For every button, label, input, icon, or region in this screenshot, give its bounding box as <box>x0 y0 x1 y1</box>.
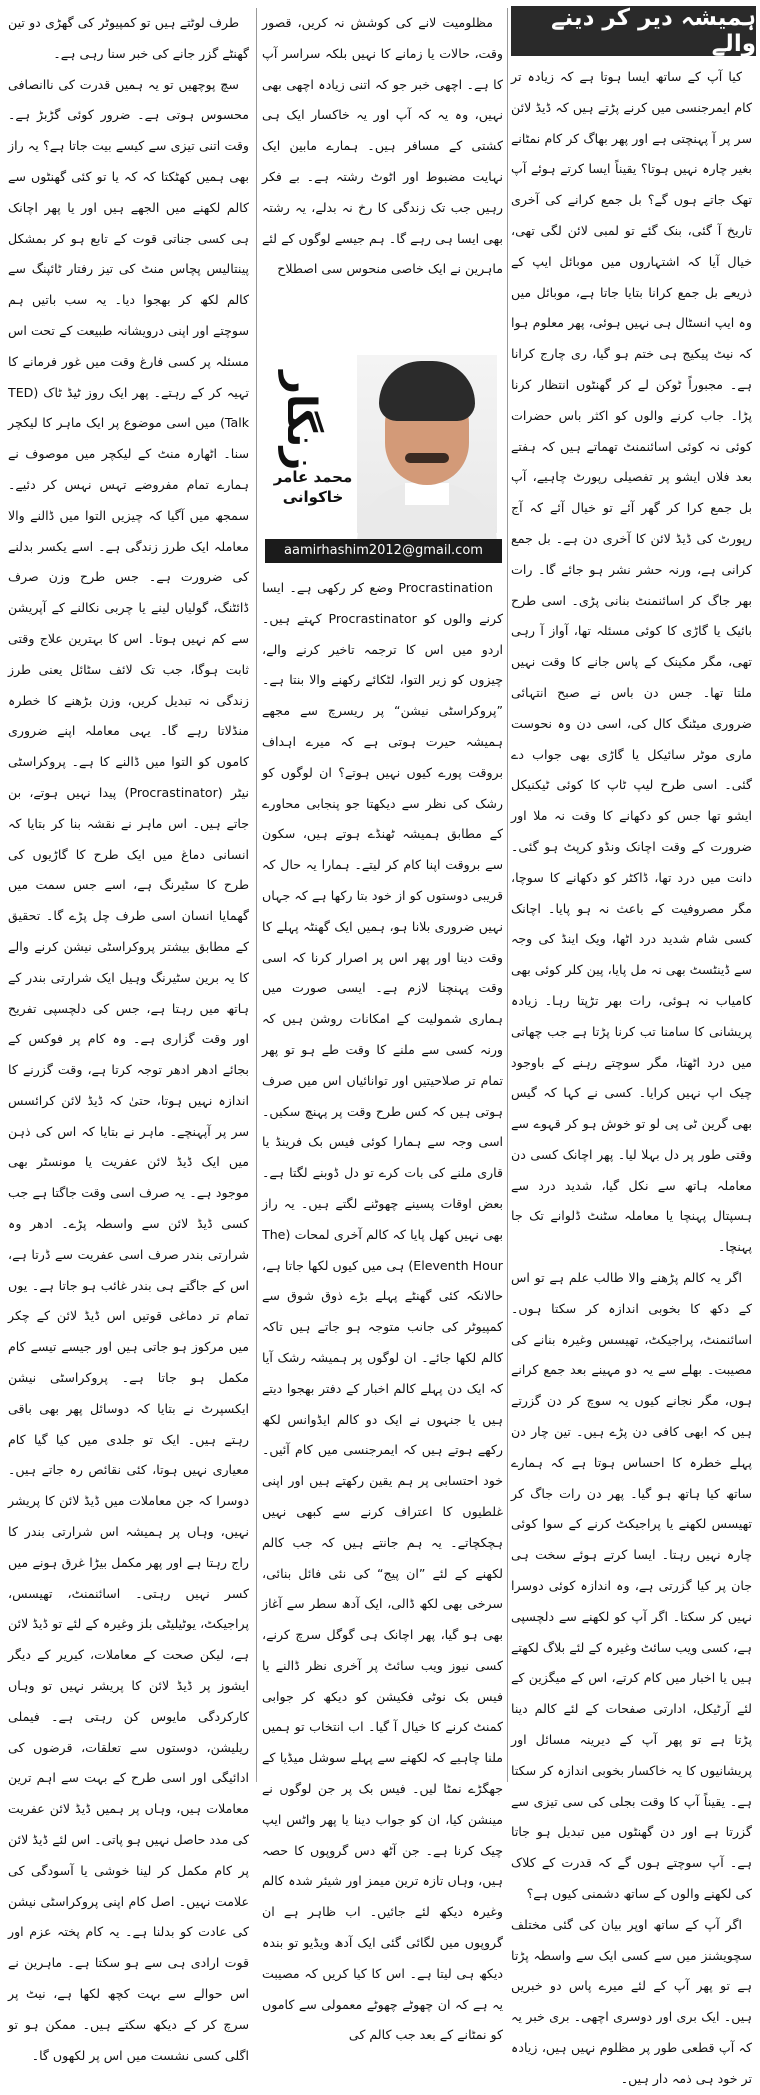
paragraph: کیا آپ کے ساتھ ایسا ہوتا ہے کہ زیادہ تر کام ایمرجنسی میں کرنے پڑتے ہیں کہ ڈیڈ لائن سر پر آ پہنچتی ہے اور پھر بھاگ کر کام نمٹانے بغیر چارہ نہیں ہوتا؟ یقیناً ایسا کرتے ہوئے آپ تھک جاتے ہوں گے؟ بل جمع کرانے کی آخری تاریخ آ گئی، بنک گئے تو لمبی لائن لگی تھی، خیال آیا کہ اشتہاروں میں موبائل ایپ کے ذریعے بل جمع کرانا بتایا جاتا ہے، موبائل میں وہ ایپ انسٹال ہی نہیں ہوئی، پھر معلوم ہوا کہ نیٹ پیکیج ہی ختم ہو گیا، ری چارج کرانا ہے۔ مجبوراً ٹوکن لے کر گھنٹوں انتظار کرنا پڑا۔ جاب کرنے والوں کو اکثر باس حضرات کوئی نہ کوئی اسائنمنٹ تھماتے ہیں کہ ہفتے بعد فلاں ایشو پر تفصیلی رپورٹ چاہیے، آپ بل جمع کرا کر گھر آئے تو خیال آئے کہ آج رپورٹ کی ڈیڈ لائن کا آخری دن ہے۔ بل جمع کرانی ہے، ورنہ حشر نشر ہو جائے گا۔ رات بھر جاگ کر اسائنمنٹ بنانی پڑی۔ اسی طرح بائیک یا گاڑی کا کوئی مسئلہ تھا، آواز آ رہی تھی، مگر مکینک کے پاس جانے کا وقت نہیں ملتا تھا۔ جس دن باس نے صبح انتہائی ضروری میٹنگ کال کی، اسی دن وہ نحوست ماری موٹر سائیکل یا گاڑی بھی جواب دے گئی۔ اسی طرح لیپ ٹاپ کا کوئی ٹیکنیکل ایشو تھا جس کو دکھانے کا وقت نہ ملا اور ضرورت کے وقت اچانک ونڈو کرپٹ ہو گئی۔ دانت میں درد تھا، ڈاکٹر کو دکھانے کا سوچا، مگر مصروفیت کے باعث نہ ہو پایا۔ اچانک کسی شام شدید درد اٹھا، ویک اینڈ کی وجہ سے ڈینٹسٹ بھی نہ مل پایا، پین کلر کوئی بھی کامیاب نہ ہوئی، رات بھر تڑپتا رہا۔ زیادہ پریشانی کا سامنا تب کرنا پڑتا ہے جب چھاتی میں درد اٹھتا، مگر سوچتے رہنے کے باوجود چیک اپ نہیں کرایا۔ کسی نے کہا کہ گیس بھی گرین ٹی پی لو تو خوش ہو کر قہوے سے وقتی طور پر دل بہلا لیا۔ پھر اچانک کسی دن معاملہ ہاتھ سے نکل گیا، شدید درد سے ہسپتال پہنچا یا معاملہ سٹنٹ ڈلوانے تک جا پہنچا۔ <box>511 69 752 1255</box>
paragraph: Procrastination وضع کر رکھی ہے۔ ایسا کرنے والوں کو Procrastinator کہتے ہیں۔ اردو میں اس کا ترجمہ تاخیر کرنے والے، چیزوں کو زیر التوا، لٹکائے رکھنے والا بنتا ہے۔ ”پروکراسٹی نیشن“ پر ریسرچ سے مجھے ہمیشہ حیرت ہوتی ہے کہ میرے اہداف بروقت پورے کیوں نہیں ہوتے؟ ان لوگوں کو رشک کی نظر سے دیکھتا جو پنجابی محاورے کے مطابق ہمیشہ ٹھنڈے ہوتے ہیں، سکون سے بروقت اپنا کام کر لیتے۔ ہمارا یہ حال کہ قریبی دوستوں کو از خود بتا رکھا ہے کہ جہاں نہیں ضروری بلانا ہو، ہمیں ایک گھنٹہ پہلے کا وقت دینا اور پھر اس پر اصرار کرنا کہ اسی وقت پہنچنا لازم ہے۔ ایسی صورت میں ہماری شمولیت کے امکانات روشن ہیں کہ ورنہ کسی سے ملنے کا وقت طے ہو تو پھر تمام تر صلاحیتیں اور توانائیاں اس میں صرف ہوتی ہیں کہ کس طرح وقت پر پہنچ سکیں۔ اسی وجہ سے ہمارا کوئی فیس بک فرینڈ یا قاری ملنے کی بات کرے تو دل ڈوبنے لگتا ہے۔ بعض اوقات پسینے چھوٹنے لگتے ہیں۔ یہ راز بھی نہیں کھل پایا کہ کالم آخری لمحات (The Eleventh Hour) ہی میں کیوں لکھا جاتا ہے، حالانکہ کئی گھنٹے پہلے بڑے ذوق شوق سے کمپیوٹر کی جانب متوجہ ہو جاتے ہیں تاکہ کالم لکھا جائے۔ ان لوگوں پر ہمیشہ رشک آیا کہ ایک دن پہلے کالم اخبار کے دفتر بھجوا دیتے ہیں یا جنہوں نے ایک دو کالم ایڈوانس لکھ رکھے ہوتے ہیں کہ ایمرجنسی میں کام آئیں۔ خود احتسابی پر ہم یقین رکھتے ہیں اور اپنی غلطیوں کا اعتراف کرنے سے کبھی نہیں ہچکچاتے۔ یہ ہم جانتے ہیں کہ جب کالم لکھنے کے لئے ”ان پیج“ کی نئی فائل بنائی، سرخی بھی لکھ ڈالی، ایک آدھ سطر سے آغاز بھی ہو گیا، پھر اچانک ہی گوگل سرچ کرنے، کسی نیوز ویب سائٹ پر آخری نظر ڈالنے یا فیس بک نوٹی فکیشن کو دیکھ کر جوابی کمنٹ کرنے کا خیال آ گیا۔ اب انتخاب تو ہمیں ملنا چاہیے کہ لکھنے سے پہلے سوشل میڈیا کے جھگڑے نمٹا لیں۔ فیس بک پر جن لوگوں نے مینشن کیا، ان کو جواب دینا یا پھر واٹس ایپ چیک کرنا ہے۔ جن آٹھ دس گروپوں کا حصہ ہیں، وہاں تازہ ترین میمز اور شیئر شدہ کالم وغیرہ دیکھ لئے جائیں۔ اب ظاہر ہے ان گروپوں میں لگائی گئی ایک آدھ ویڈیو تو بندہ دیکھ ہی لیتا ہے۔ اس کا کیا کریں کہ مصیبت یہ ہے کہ ان چھوٹے چھوٹے معمولی سے کاموں کو نمٹانے کے بعد جب کالم کی <box>262 580 503 2043</box>
headline: ہمیشہ دیر کر دینے والے <box>511 6 756 56</box>
paragraph: اگر آپ کے ساتھ اوپر بیان کی گئی مختلف سچویشنز میں سے کسی ایک سے واسطہ پڑتا ہے تو پھر آپ کے لئے میرے پاس دو خبریں ہیں۔ ایک بری اور دوسری اچھی۔ بری خبر یہ کہ آپ قطعی طور پر مظلوم نہیں ہیں، زیادہ تر خود ہی ذمہ دار ہیں۔ <box>511 1916 752 2086</box>
article-column-right <box>511 62 752 2086</box>
column-divider <box>256 8 257 1782</box>
paragraph: طرف لوٹتے ہیں تو کمپیوٹر کی گھڑی دو تین گھنٹے گزر جانے کی خبر سنا رہی ہے۔ <box>8 15 249 61</box>
paragraph: مظلومیت لانے کی کوشش نہ کریں، قصور وقت، حالات یا زمانے کا نہیں بلکہ سراسر آپ کا ہے۔ اچھی خبر جو کہ اتنی زیادہ اچھی بھی نہیں، وہ یہ کہ آپ اور یہ خاکسار ایک ہی کشتی کے مسافر ہیں۔ ہمارے مابین ایک نہایت مضبوط اور اٹوٹ رشتہ ہے۔ بے فکر رہیں جب تک زندگی کا رخ نہ بدلے، یہ رشتہ بھی ایسا ہی رہے گا۔ ہم جیسے لوگوں کے لئے ماہرین نے ایک خاصی منحوس سی اصطلاح <box>262 15 503 277</box>
author-email: aamirhashim2012@gmail.com <box>265 539 502 563</box>
author-name: محمد عامر خاکوانی <box>273 468 353 506</box>
article-column-middle <box>262 8 503 2043</box>
column-logo: زنگار <box>278 371 324 471</box>
paragraph: اگر یہ کالم پڑھنے والا طالب علم ہے تو اس کے دکھ کا بخوبی اندازہ کر سکتا ہوں۔ اسائنمنٹ، پراجیکٹ، تھیسس وغیرہ بنانے کی مصیبت۔ بھلے سے یہ دو مہینے بعد جمع کرانے ہوں، مگر نجانے کیوں یہ سوچ کر دن گزرتے ہیں کہ ابھی کافی دن پڑے ہیں۔ تین چار دن پہلے خطرہ کا احساس ہوتا ہے کہ ہمارے ساتھ کیا ہاتھ ہو گیا۔ پھر دن رات جاگ کر تھیسس لکھنے یا پراجیکٹ کرنے کے سوا کوئی چارہ نہیں رہتا۔ ایسا کرتے ہوئے سخت ہی جان پر کیا گزرتی ہے، وہ اندازہ کوئی دوسرا نہیں کر سکتا۔ اگر آپ کو لکھنے سے دلچسپی ہے، کسی ویب سائٹ وغیرہ کے لئے بلاگ لکھتے ہیں یا اخبار میں کام کرتے، اس کے میگزین کے لئے آرٹیکل، ادارتی صفحات کے لئے کالم دینا پڑتا ہے تو پھر آپ کے دیرینہ مسائل اور پریشانیوں کا یہ خاکسار بخوبی اندازہ کر سکتا ہے۔ یقیناً آپ کا وقت بجلی کی سی تیزی سے گزرتا ہے اور دن گھنٹوں میں تبدیل ہو جاتا ہے۔ آپ سوچتے ہوں گے کہ قدرت کے کلاک کی لکھنے والوں کے ساتھ دشمنی کیوں ہے؟ <box>511 1270 752 1902</box>
article-column-left <box>8 8 249 2063</box>
author-photo <box>357 355 497 533</box>
author-byline <box>265 347 502 565</box>
column-divider <box>507 8 508 1782</box>
paragraph: سچ پوچھیں تو یہ ہمیں قدرت کی ناانصافی محسوس ہوتی ہے۔ ضرور کوئی گڑبڑ ہے۔ وقت اتنی تیزی سے کیسے بیت جاتا ہے؟ یہ راز بھی ہمیں کھٹکتا کہ کہ یا تو کئی گھنٹوں سے کالم لکھنے میں الجھے ہیں اور یا پھر اچانک ہی کسی جناتی قوت کے تابع ہو کر بمشکل پینتالیس پچاس منٹ کی تیز رفتار ٹائپنگ سے کالم لکھ کر بھجوا دیا۔ یہ سب باتیں ہم سوچتے اور اپنی درویشانہ طبیعت کے تحت اس مسئلہ پر کسی فارغ وقت میں غور فرمانے کا تہیہ کر کے رہتے۔ پھر ایک روز ٹیڈ ٹاک (TED Talk) میں اسی موضوع پر ایک ماہر کا لیکچر سنا۔ اٹھارہ منٹ کے لیکچر میں موصوف نے ہمارے تمام مفروضے تہس نہس کر دئیے۔ سمجھ میں آگیا کہ چیزیں التوا میں ڈالنے والا معاملہ ایک طرز زندگی ہے۔ اسے یکسر بدلنے کی ضرورت ہے۔ جس طرح وزن صرف ڈائٹنگ، گولیاں لینے یا چربی نکالنے کے آپریشن سے کم نہیں ہوتا۔ اس کا بہترین علاج وقتی ثابت ہوگا، جب تک لائف سٹائل یعنی طرز زندگی نہ تبدیل کریں، وزن بڑھنے کا خطرہ منڈلاتا رہے گا۔ یہی معاملہ اپنے ضروری کاموں کو التوا میں ڈالنے کا ہے۔ پروکراسٹی نیٹر (Procrastinator) پیدا نہیں ہوتے، بن جاتے ہیں۔ اس ماہر نے نقشہ بنا کر بتایا کہ انسانی دماغ میں ایک طرح کا گاڑیوں کی طرح کا سٹیرنگ ہے، اسے جس سمت میں گھمایا انسان اسی طرف چل پڑے گا۔ تحقیق کے مطابق بیشتر پروکراسٹی نیشن کرنے والے کا یہ برین سٹیرنگ وہیل ایک شرارتی بندر کے ہاتھ میں رہتا ہے، جس کی دلچسپی تفریح اور وقت گزاری ہے۔ وہ کام پر فوکس کے بجائے ادھر ادھر توجہ کرتا ہے، وقت گزرنے کا اندازہ نہیں ہوتا، حتیٰ کہ ڈیڈ لائن کرائسس سر پر آپہنچے۔ ماہر نے بتایا کہ اس کی ذہن میں ایک ڈیڈ لائن عفریت یا مونسٹر بھی موجود ہے۔ یہ صرف اسی وقت جاگتا ہے جب کسی ڈیڈ لائن سے واسطہ پڑے۔ ادھر وہ شرارتی بندر صرف اسی عفریت سے ڈرتا ہے، اس کے جاگتے ہی بندر غائب ہو جاتا ہے۔ یوں تمام تر دماغی قوتیں اس ڈیڈ لائن کے چکر میں مرکوز ہو جاتی ہیں اور جیسے تیسے کام مکمل ہو جاتا ہے۔ پروکراسٹی نیشن ایکسپرٹ نے بتایا کہ دوسائل پھر بھی باقی رہتے ہیں۔ ایک تو جلدی میں کیا گیا کام معیاری نہیں ہوتا، کئی نقائص رہ جاتے ہیں۔ دوسرا کہ جن معاملات میں ڈیڈ لائن کا پریشر نہیں، وہاں پر ہمیشہ اس شرارتی بندر کا راج رہتا ہے اور پھر مکمل بیڑا غرق ہونے میں کسر نہیں رہتی۔ اسائنمنٹ، تھیسس، پراجیکٹ، یوٹیلیٹی بلز وغیرہ کے لئے تو ڈیڈ لائن ہے، لیکن صحت کے معاملات، کیریر کے دیگر ایشوز پر ڈیڈ لائن کا پریشر نہیں تو وہاں کارکردگی مایوس کن رہتی ہے۔ فیملی ریلیشن، دوستوں سے تعلقات، قرضوں کی ادائیگی اور اسی طرح کے بہت سے اہم ترین معاملات ہیں، وہاں پر ہمیں ڈیڈ لائن عفریت کی مدد حاصل نہیں ہو پاتی۔ اس لئے ڈیڈ لائن پر کام مکمل کر لینا خوشی یا آسودگی کی علامت نہیں۔ اصل کام اپنی پروکراسٹی نیشن کی عادت کو بدلنا ہے۔ یہ کام پختہ عزم اور قوت ارادی ہی سے ہو سکتا ہے۔ ماہرین نے اس حوالے سے بہت کچھ لکھا ہے، نیٹ پر سرچ کر کے دیکھ سکتے ہیں۔ ممکن ہو تو اگلی کسی نشست میں اس پر لکھوں گا۔ <box>8 76 249 2063</box>
